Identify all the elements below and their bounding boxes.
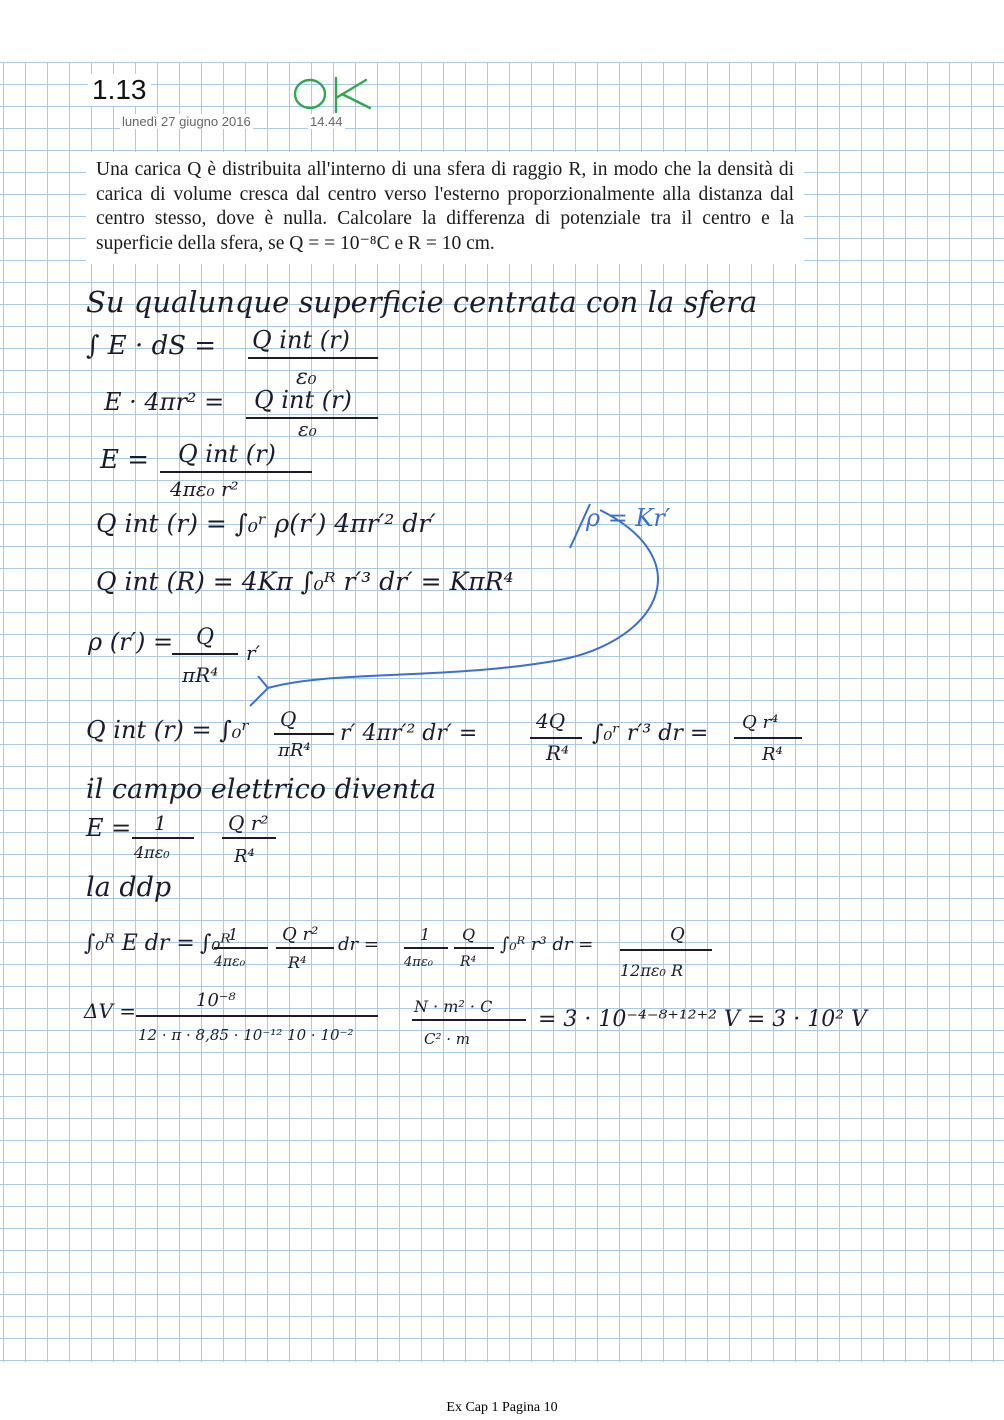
- note-title: 1.13: [88, 74, 151, 106]
- hw-line-2b: Q int (r): [252, 326, 350, 354]
- hw-line-3c: ε₀: [298, 417, 317, 441]
- hw-line-12e: Q r²: [282, 924, 319, 945]
- hw-line-4c: 4πε₀ r²: [170, 477, 239, 501]
- arrow-head: [250, 676, 268, 706]
- hw-line-13b: 10⁻⁸: [196, 990, 236, 1011]
- hw-line-8g: ∫₀ʳ r′³ dr =: [592, 721, 709, 746]
- hw-line-11: la ddp: [86, 872, 172, 903]
- hw-line-9: il campo elettrico diventa: [86, 774, 437, 805]
- hw-line-10d: Q r²: [228, 811, 269, 835]
- hw-line-10c: 4πε₀: [134, 843, 170, 862]
- hw-line-10b: 1: [154, 811, 167, 835]
- hw-line-12b: ∫₀ᴿ: [200, 931, 231, 956]
- hw-line-12l: ∫₀ᴿ r³ dr =: [500, 934, 594, 955]
- hw-line-12i: 4πε₀: [404, 955, 434, 970]
- hw-line-13c: 12 · π · 8,85 · 10⁻¹² 10 · 10⁻²: [138, 1026, 354, 1044]
- hw-line-13e: C² · m: [424, 1030, 471, 1048]
- hw-line-13a: ΔV =: [84, 999, 137, 1023]
- hw-line-12h: 1: [420, 925, 431, 944]
- problem-statement: Una carica Q è distribuita all'interno di una sfera di raggio R, in modo che la densità di carica di volume cresca dal centro verso l'esterno proporzionalmente alla distanza dal centro stesso, dove è nulla. Calcolare la differenza di potenziale tra il centro e la superficie della sfera, se Q = = 10⁻⁸C e R = 10 cm.: [86, 152, 804, 264]
- hw-line-12d: 4πε₀: [214, 954, 246, 970]
- hw-line-7b: Q: [196, 625, 215, 650]
- hw-line-5: Q int (r) = ∫₀ʳ ρ(r′) 4πr′² dr′: [96, 509, 436, 538]
- hw-line-4a: E =: [100, 445, 150, 475]
- note-date: lunedì 27 giugno 2016: [122, 114, 251, 129]
- page-footer: Ex Cap 1 Pagina 10: [446, 1400, 558, 1415]
- hw-line-8h: Q r⁴: [742, 712, 779, 733]
- hw-line-3a: E · 4πr² =: [104, 388, 225, 416]
- hw-line-13d: N · m² · C: [414, 997, 493, 1016]
- hw-line-8a: Q int (r) = ∫₀ʳ: [86, 716, 250, 744]
- hw-line-12j: Q: [462, 925, 476, 944]
- hw-line-8f: R⁴: [546, 741, 570, 765]
- hw-line-12n: 12πε₀ R: [620, 961, 684, 980]
- hw-line-10e: R⁴: [234, 846, 255, 867]
- hw-line-8e: 4Q: [536, 709, 566, 733]
- hw-line-7d: r′: [246, 641, 261, 665]
- hw-line-8d: r′ 4πr′² dr′ =: [340, 721, 478, 746]
- hw-line-7c: πR⁴: [182, 663, 219, 687]
- hw-line-6: Q int (R) = 4Kπ ∫₀ᴿ r′³ dr′ = KπR⁴: [96, 567, 514, 596]
- hw-line-8b: Q: [280, 707, 297, 731]
- hw-line-12f: R⁴: [288, 953, 307, 972]
- note-time: 14.44: [310, 114, 343, 129]
- hw-line-13f: = 3 · 10⁻⁴⁻⁸⁺¹²⁺² V = 3 · 10² V: [538, 1007, 867, 1032]
- hw-line-1: Su qualunque superficie centrata con la sfera: [86, 285, 758, 319]
- hw-line-12k: R⁴: [460, 954, 477, 970]
- hw-line-4b: Q int (r): [178, 440, 276, 468]
- hw-line-12g: dr =: [338, 934, 379, 955]
- hw-line-8c: πR⁴: [278, 740, 311, 761]
- hw-line-8i: R⁴: [762, 744, 783, 765]
- hw-line-3b: Q int (r): [254, 386, 352, 414]
- hw-line-2a: ∫ E · dS =: [86, 331, 217, 361]
- rho-note: ρ = Kr′: [586, 504, 671, 532]
- hw-line-12a: ∫₀ᴿ E dr =: [84, 931, 195, 956]
- hw-line-10a: E =: [86, 814, 132, 842]
- hw-line-12c: 1: [228, 925, 239, 944]
- hw-line-7a: ρ (r′) =: [88, 628, 174, 656]
- hw-line-12m: Q: [670, 924, 685, 945]
- hw-line-2c: ε₀: [296, 365, 317, 390]
